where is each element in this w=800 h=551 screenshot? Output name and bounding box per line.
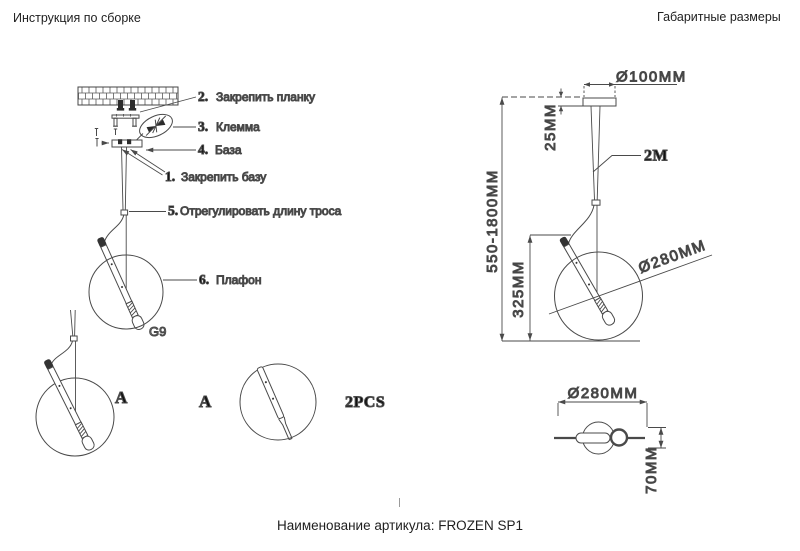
- ceiling-plate: [78, 87, 178, 111]
- tube-side: [576, 433, 610, 443]
- cable-adjuster: [592, 200, 600, 205]
- canopy-height-label: 25MM: [542, 103, 559, 151]
- shade-offset-label: 325MM: [510, 260, 527, 318]
- base-screw: [118, 139, 122, 144]
- dimensions-panel: [484, 69, 712, 494]
- shade-diameter-label: Ø280MM: [636, 236, 709, 277]
- suspension-cable: [122, 147, 127, 210]
- step-3-label: Клемма: [216, 120, 260, 134]
- assembly-instruction-panel: [36, 87, 385, 456]
- mounting-bracket: [95, 114, 139, 136]
- dim-shade-offset: [510, 235, 571, 341]
- cable-adjuster: [121, 210, 128, 215]
- step-2-label: Закрепить планку: [216, 90, 315, 104]
- pendant-tube-g9: [42, 358, 96, 452]
- suspension-range-label: 550-1800MM: [484, 169, 501, 273]
- step-4-number: 4.: [198, 142, 209, 157]
- canopy: [583, 98, 616, 106]
- loose-screw: [95, 129, 98, 137]
- base-screw: [127, 139, 131, 144]
- sphere-neck-ring: [611, 430, 627, 446]
- assembly-title: Инструкция по сборке: [13, 11, 141, 25]
- top-height-label: 70MM: [643, 446, 660, 494]
- top-diameter-label: Ø280MM: [567, 385, 639, 402]
- detail-ref-a2: A: [199, 392, 212, 411]
- detail-a-view: [240, 364, 316, 440]
- step-5-label: Отрегулировать длину троса: [180, 204, 342, 218]
- assembled-pendant: [36, 310, 114, 456]
- shade-tube-g9: [95, 236, 145, 331]
- step-6-label: Плафон: [216, 273, 262, 287]
- detail-quantity-label: 2PCS: [345, 394, 386, 411]
- bracket-screw: [114, 129, 117, 135]
- step-6-number: 6.: [199, 272, 210, 287]
- plate-bolt: [118, 100, 123, 109]
- detail-ref-a: A: [115, 388, 128, 407]
- dim-canopy-height: [542, 89, 584, 151]
- step-4-label: База: [215, 143, 242, 157]
- dim-canopy-diameter: [584, 69, 687, 98]
- step-5-number: 5.: [168, 203, 179, 218]
- dim-suspension-range: [484, 98, 640, 342]
- canopy-diameter-label: Ø100MM: [616, 68, 687, 86]
- article-name-label: Наименование артикула: FROZEN SP1: [277, 518, 523, 533]
- step-1-label: Закрепить базу: [181, 170, 267, 184]
- lamp-base: [95, 139, 142, 148]
- step-2-number: 2.: [198, 89, 209, 104]
- power-cord: [104, 215, 124, 243]
- cord-length-label: 2M: [644, 147, 669, 165]
- shade-tube-g9: [558, 235, 617, 327]
- step-1-number: 1.: [165, 169, 176, 184]
- dimensions-title: Габаритные размеры: [657, 10, 781, 24]
- step-3-number: 3.: [198, 119, 209, 134]
- cord-length-leader: [593, 148, 668, 173]
- terminal-clamp: [136, 110, 176, 143]
- top-view: [554, 385, 666, 494]
- plate-bolt: [130, 100, 135, 109]
- socket-type-label: G9: [149, 324, 167, 339]
